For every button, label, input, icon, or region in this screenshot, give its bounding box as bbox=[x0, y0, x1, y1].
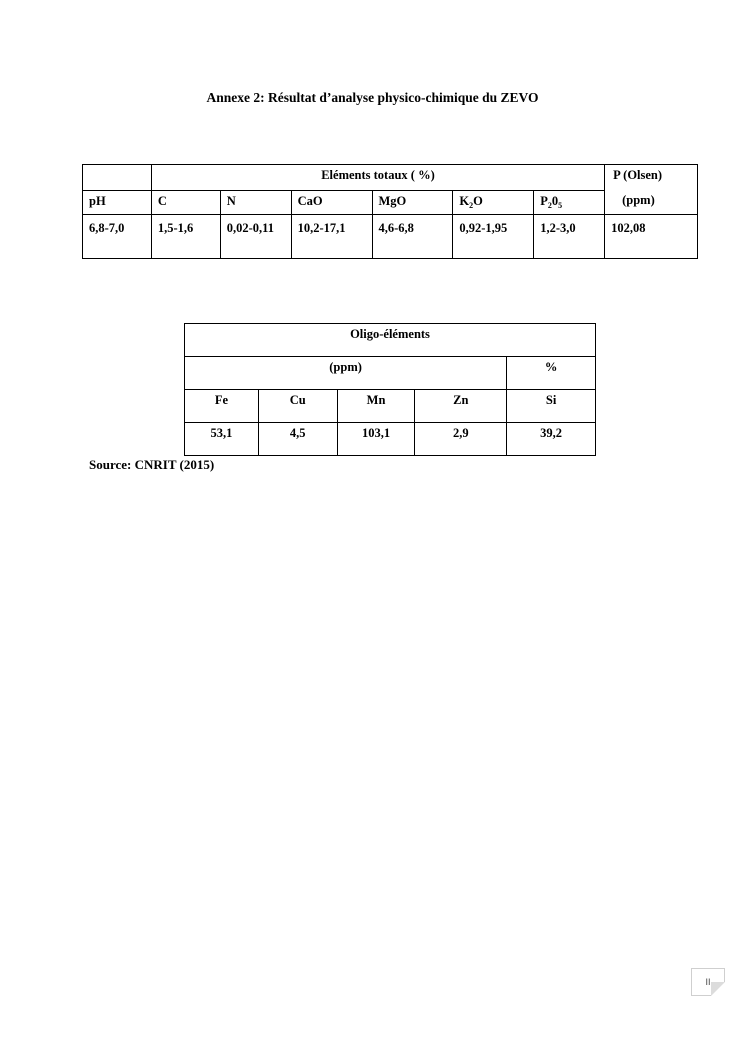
column-header-c: C bbox=[151, 191, 220, 215]
p-olsen-header bbox=[605, 165, 698, 215]
header-zn: Zn bbox=[415, 390, 507, 423]
column-header-n: N bbox=[220, 191, 291, 215]
value-p2o5: 1,2-3,0 bbox=[534, 215, 605, 259]
value-mn: 103,1 bbox=[337, 423, 415, 456]
table-row bbox=[185, 423, 596, 456]
value-fe: 53,1 bbox=[185, 423, 259, 456]
document-title: Annexe 2: Résultat d’analyse physico-chimique du ZEVO bbox=[206, 90, 539, 105]
p2o5-o: 0 bbox=[551, 194, 559, 208]
header-fe: Fe bbox=[185, 390, 259, 423]
page-number: II bbox=[691, 968, 725, 996]
k2o-k: K bbox=[459, 194, 470, 208]
p2o5-p: P bbox=[540, 194, 548, 208]
value-cao: 10,2-17,1 bbox=[291, 215, 372, 259]
header-si: Si bbox=[507, 390, 596, 423]
p-olsen-header-line1: P (Olsen) bbox=[613, 168, 663, 182]
k2o-o: O bbox=[473, 194, 483, 208]
p2o5-subscript-2: 2 bbox=[547, 201, 552, 210]
p-olsen-header-line2: (ppm) bbox=[622, 193, 655, 207]
header-mn: Mn bbox=[337, 390, 415, 423]
value-zn: 2,9 bbox=[415, 423, 507, 456]
column-header-ph: pH bbox=[83, 191, 152, 215]
physico-chemical-table bbox=[82, 164, 698, 259]
value-ph: 6,8-7,0 bbox=[83, 215, 152, 259]
k2o-subscript: 2 bbox=[469, 201, 474, 210]
table-row bbox=[185, 390, 596, 423]
unit-percent: % bbox=[507, 357, 596, 390]
source-note: Source: CNRIT (2015) bbox=[89, 457, 215, 472]
oligo-elements-title: Oligo-éléments bbox=[185, 324, 596, 357]
table-row bbox=[83, 215, 698, 259]
unit-ppm: (ppm) bbox=[185, 357, 507, 390]
column-header-p2o5 bbox=[534, 191, 605, 215]
value-c: 1,5-1,6 bbox=[151, 215, 220, 259]
value-k2o: 0,92-1,95 bbox=[453, 215, 534, 259]
p2o5-subscript-5: 5 bbox=[558, 201, 563, 210]
value-si: 39,2 bbox=[507, 423, 596, 456]
column-header-mgo: MgO bbox=[372, 191, 453, 215]
oligo-elements-table bbox=[184, 323, 596, 456]
table-row bbox=[185, 357, 596, 390]
value-mgo: 4,6-6,8 bbox=[372, 215, 453, 259]
total-elements-header: Eléments totaux ( %) bbox=[151, 165, 604, 191]
table-row bbox=[185, 324, 596, 357]
column-header-k2o bbox=[453, 191, 534, 215]
value-p-olsen: 102,08 bbox=[605, 215, 698, 259]
header-cu: Cu bbox=[258, 390, 337, 423]
value-n: 0,02-0,11 bbox=[220, 215, 291, 259]
value-cu: 4,5 bbox=[258, 423, 337, 456]
empty-header-cell bbox=[83, 165, 152, 191]
column-header-cao: CaO bbox=[291, 191, 372, 215]
table-row bbox=[83, 165, 698, 191]
